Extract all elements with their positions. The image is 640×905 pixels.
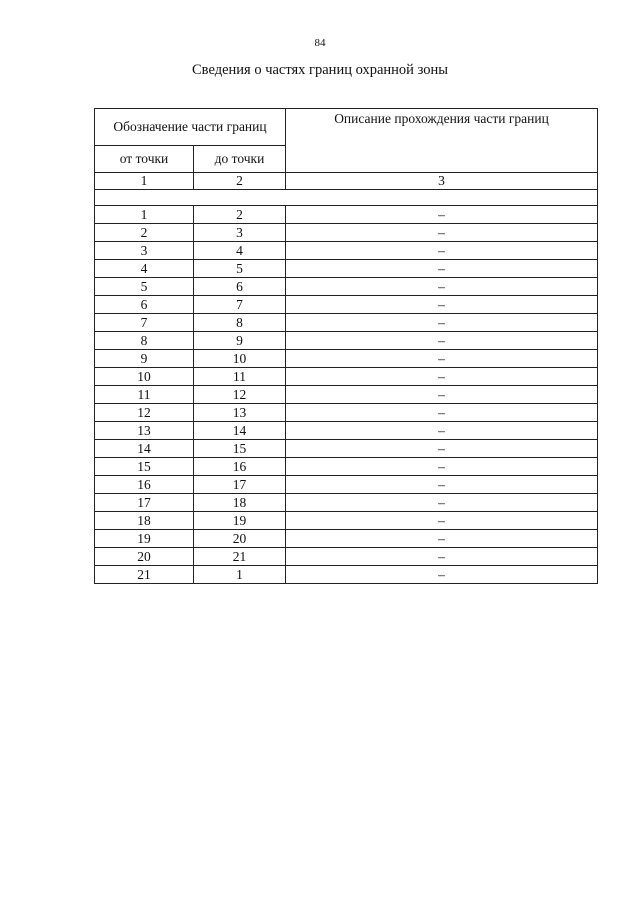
cell-description: – xyxy=(286,404,598,422)
cell-description: – xyxy=(286,206,598,224)
cell-to-point: 2 xyxy=(194,206,286,224)
cell-from-point: 10 xyxy=(95,368,194,386)
cell-description: – xyxy=(286,260,598,278)
cell-description: – xyxy=(286,296,598,314)
cell-from-point: 12 xyxy=(95,404,194,422)
cell-from-point: 2 xyxy=(95,224,194,242)
header-from-point: от точки xyxy=(95,146,194,173)
cell-from-point: 6 xyxy=(95,296,194,314)
cell-to-point: 12 xyxy=(194,386,286,404)
cell-from-point: 1 xyxy=(95,206,194,224)
cell-from-point: 14 xyxy=(95,440,194,458)
cell-from-point: 4 xyxy=(95,260,194,278)
page-number: 84 xyxy=(314,37,326,49)
cell-to-point: 14 xyxy=(194,422,286,440)
cell-to-point: 9 xyxy=(194,332,286,350)
table-row xyxy=(95,296,598,314)
cell-from-point: 19 xyxy=(95,530,194,548)
cell-from-point: 8 xyxy=(95,332,194,350)
cell-from-point: 15 xyxy=(95,458,194,476)
cell-from-point: 21 xyxy=(95,566,194,584)
cell-to-point: 19 xyxy=(194,512,286,530)
table-row xyxy=(95,530,598,548)
cell-description: – xyxy=(286,440,598,458)
cell-from-point: 18 xyxy=(95,512,194,530)
table-row xyxy=(95,512,598,530)
spacer-cell xyxy=(95,190,598,206)
cell-description: – xyxy=(286,476,598,494)
cell-to-point: 4 xyxy=(194,242,286,260)
column-numbers-row xyxy=(95,173,598,190)
cell-description: – xyxy=(286,368,598,386)
cell-description: – xyxy=(286,224,598,242)
table-row xyxy=(95,440,598,458)
table-row xyxy=(95,368,598,386)
cell-from-point: 3 xyxy=(95,242,194,260)
cell-to-point: 21 xyxy=(194,548,286,566)
table-row xyxy=(95,242,598,260)
table-row xyxy=(95,224,598,242)
table-row xyxy=(95,458,598,476)
cell-description: – xyxy=(286,386,598,404)
header-to-point: до точки xyxy=(194,146,286,173)
header-designation: Обозначение части границ xyxy=(95,109,286,146)
cell-to-point: 18 xyxy=(194,494,286,512)
cell-description: – xyxy=(286,512,598,530)
boundary-parts-table xyxy=(94,108,598,584)
table-row xyxy=(95,494,598,512)
spacer-row xyxy=(95,190,598,206)
cell-to-point: 10 xyxy=(194,350,286,368)
table-row xyxy=(95,566,598,584)
cell-from-point: 5 xyxy=(95,278,194,296)
cell-from-point: 11 xyxy=(95,386,194,404)
table-row xyxy=(95,548,598,566)
cell-description: – xyxy=(286,458,598,476)
cell-to-point: 16 xyxy=(194,458,286,476)
cell-to-point: 7 xyxy=(194,296,286,314)
cell-to-point: 1 xyxy=(194,566,286,584)
table-row xyxy=(95,278,598,296)
table-row xyxy=(95,404,598,422)
cell-to-point: 5 xyxy=(194,260,286,278)
cell-description: – xyxy=(286,566,598,584)
cell-from-point: 17 xyxy=(95,494,194,512)
table-row xyxy=(95,350,598,368)
table-row xyxy=(95,314,598,332)
cell-description: – xyxy=(286,314,598,332)
cell-to-point: 8 xyxy=(194,314,286,332)
table-row xyxy=(95,476,598,494)
cell-description: – xyxy=(286,548,598,566)
cell-to-point: 20 xyxy=(194,530,286,548)
table-row xyxy=(95,332,598,350)
cell-to-point: 3 xyxy=(194,224,286,242)
cell-from-point: 13 xyxy=(95,422,194,440)
table-body xyxy=(95,109,598,584)
column-number-2: 2 xyxy=(194,173,286,190)
column-number-3: 3 xyxy=(286,173,598,190)
cell-description: – xyxy=(286,242,598,260)
column-number-1: 1 xyxy=(95,173,194,190)
cell-description: – xyxy=(286,332,598,350)
cell-to-point: 6 xyxy=(194,278,286,296)
cell-description: – xyxy=(286,422,598,440)
cell-description: – xyxy=(286,278,598,296)
cell-from-point: 9 xyxy=(95,350,194,368)
cell-description: – xyxy=(286,350,598,368)
cell-to-point: 13 xyxy=(194,404,286,422)
cell-from-point: 20 xyxy=(95,548,194,566)
table-row xyxy=(95,206,598,224)
cell-to-point: 17 xyxy=(194,476,286,494)
cell-to-point: 15 xyxy=(194,440,286,458)
cell-from-point: 7 xyxy=(95,314,194,332)
cell-to-point: 11 xyxy=(194,368,286,386)
cell-description: – xyxy=(286,494,598,512)
header-description: Описание прохождения части границ xyxy=(286,109,598,173)
document-title: Сведения о частях границ охранной зоны xyxy=(192,62,448,78)
cell-description: – xyxy=(286,530,598,548)
header-row xyxy=(95,109,598,146)
table-row xyxy=(95,260,598,278)
table-row xyxy=(95,386,598,404)
cell-from-point: 16 xyxy=(95,476,194,494)
table-row xyxy=(95,422,598,440)
